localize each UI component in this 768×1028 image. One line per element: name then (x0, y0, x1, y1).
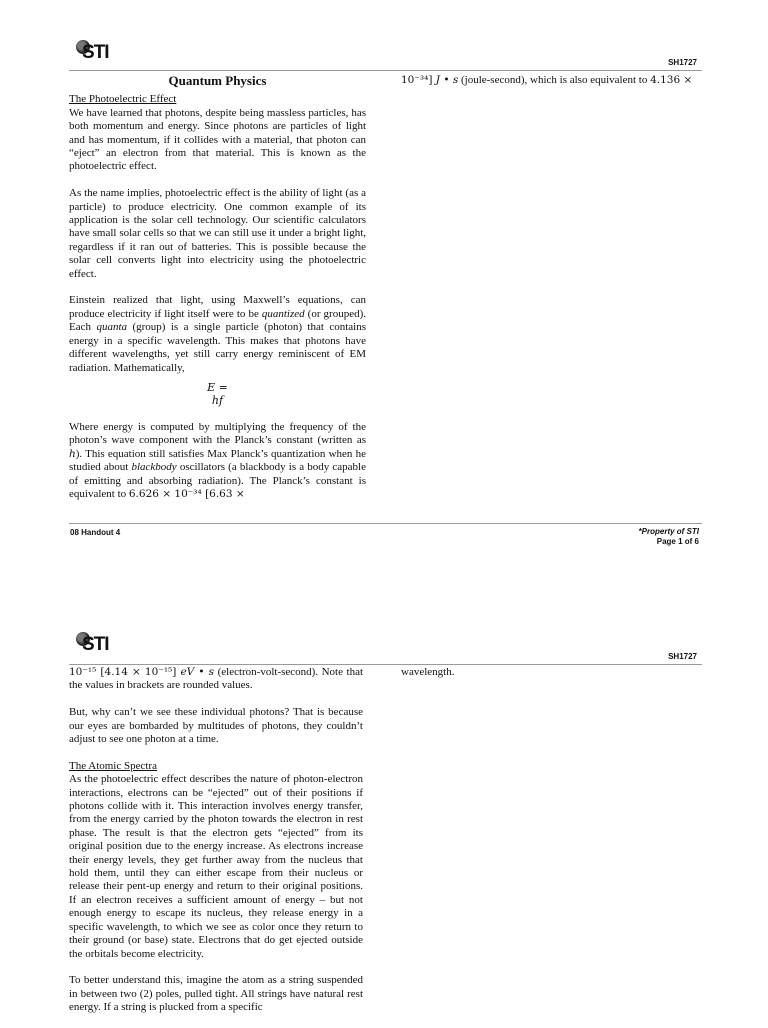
left-column (69, 72, 366, 515)
paragraph-wavelength: wavelength. (401, 666, 455, 678)
right-column (401, 666, 702, 693)
paragraph-ev-constant: 10⁻¹⁵ [4.14 × 10⁻¹⁵] eV • s (electron-volt-second). Note that the values in brackets are rounded values. (69, 666, 364, 692)
logo-text: STI (82, 42, 109, 63)
paragraph-atomic-spectra: The Atomic Spectra As the photoelectric effect describes the nature of photon-electron interactions, electrons can be “ejected” out of their positions if photons collide with it. This interaction involves energy transfer, from the energy carried by the photon towards the electron in rest phase. The result is that the electron gets “ejected” from its original position due to the energy increase. As electrons increase their energy levels, they get further away from the nucleus that hold them, until they can either escape from their nucleus or release their pent-up energy and return to their original positions. If an electron receives a sufficient amount of energy – but not enough energy to escape its nucleus, they release energy in a specific wavelength, to which we see as color once they return to their ground (or base) state. Electrons that do get ejected outside the orbitals become electricity. (69, 759, 363, 960)
footer-rule (69, 523, 702, 524)
paragraph-planck-continued: 10⁻³⁴] J • s (joule-second), which is also equivalent to 4.136 × (401, 74, 693, 86)
left-column (69, 666, 363, 1028)
header-rule (69, 664, 702, 665)
sti-logo (76, 40, 116, 62)
section-heading-atomic-spectra: The Atomic Spectra (69, 759, 157, 772)
footer-property: *Property of STI Page 1 of 6 (638, 527, 699, 546)
header-rule (69, 70, 702, 71)
page-title: Quantum Physics (168, 73, 267, 88)
energy-equation: E = hf (207, 380, 228, 407)
logo-text: STI (82, 634, 109, 655)
paragraph-planck-constant: Where energy is computed by multiplying the frequency of the photon’s wave component with the Planck’s constant (written as h). This equation still satisfies Max Planck’s quantization when he studied about blackbody oscillators (a blackbody is a body capable of emitting and absorbing radiation). The Planck’s constant is equivalent to 6.626 × 10⁻³⁴ [6.63 × (69, 420, 366, 500)
paragraph-why-cant-see: But, why can’t we see these individual photons? That is because our eyes are bombarded by multitudes of photons, they couldn’t adjust to see one photon at a time. (69, 706, 363, 746)
right-column (401, 74, 702, 101)
paragraph-einstein: Einstein realized that light, using Maxwell’s equations, can produce electricity if light itself were to be quantized (or grouped). Each quanta (group) is a single particle (photon) that contains energy in a specific wavelength. This makes that photons have different wavelengths, yet still carry energy reminiscent of EM radiation. Mathematically, (69, 294, 367, 374)
paragraph-string-analogy: To better understand this, imagine the atom as a string suspended in between two (2) poles, pulled tight. All strings have natural rest energy. If a string is plucked from a specific (69, 974, 363, 1014)
document-code: SH1727 (668, 58, 697, 67)
document-code: SH1727 (668, 652, 697, 661)
paragraph-photoelectric-intro: The Photoelectric Effect We have learned that photons, despite being massless particles, has both momentum and energy. Since photons are particles of light and has momentum, if it collides with a material, that photon can “eject” an electron from that material. This is known as the photoelectric effect. (69, 93, 366, 173)
sti-logo (76, 632, 116, 654)
handout-page-2 (0, 600, 768, 1024)
section-heading-photoelectric: The Photoelectric Effect (69, 93, 177, 106)
footer-handout: 08 Handout 4 (70, 528, 121, 537)
paragraph-photoelectric-effect: As the name implies, photoelectric effect is the ability of light (as a particle) to produce electricity. One common example of its application is the solar cell technology. Our scientific calculators have small solar cells so that we can still use it under a bright light, regardless if it ran out of batteries. This is possible because the solar cell converts light into electricity using the photoelectric effect. (69, 187, 366, 280)
